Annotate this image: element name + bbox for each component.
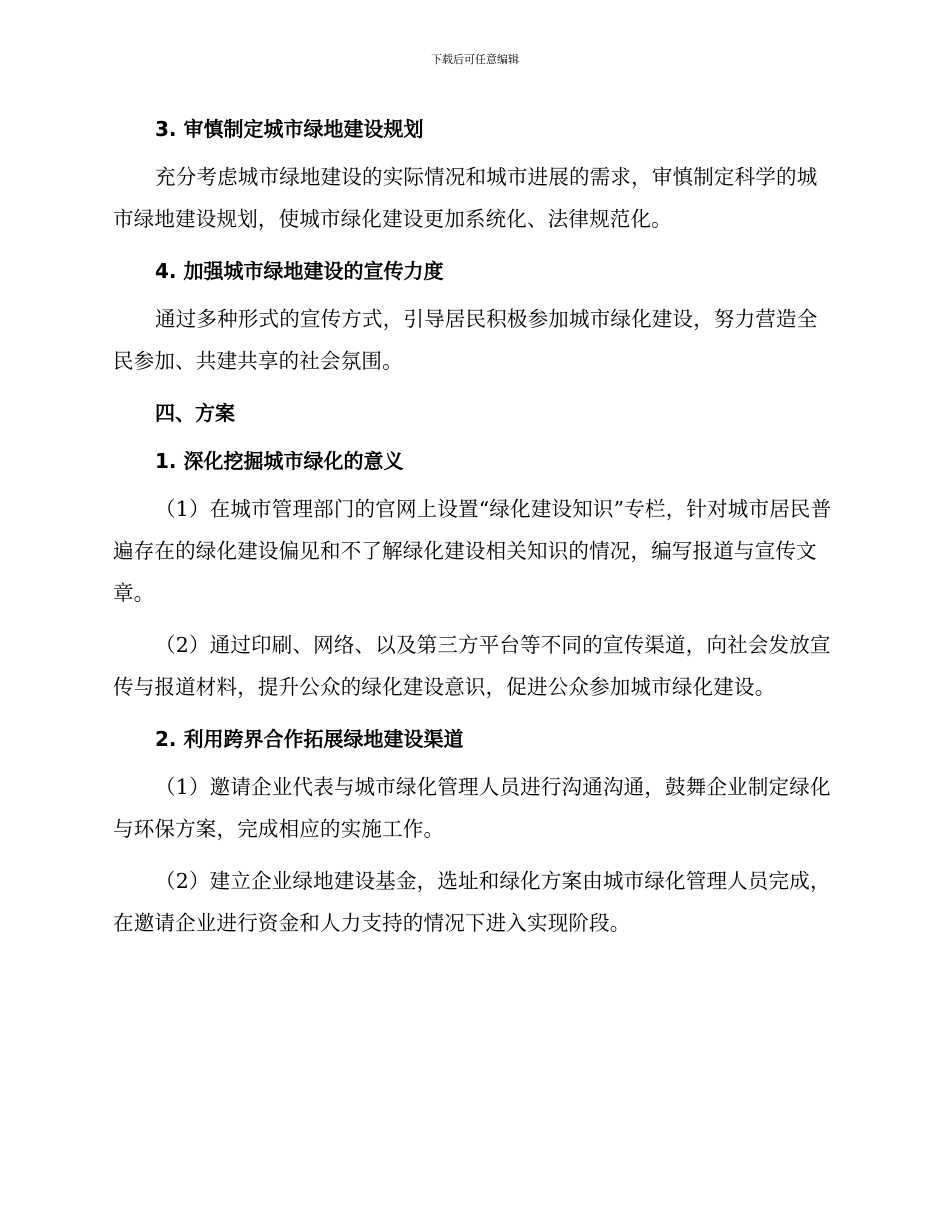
section-heading-3: 3. 审慎制定城市绿地建设规划 (155, 117, 424, 141)
paragraph-plan-2-1: （1）邀请企业代表与城市绿化管理人员进行沟通沟通，鼓舞企业制定绿化与环保方案，完成相应的实施工作。 (113, 775, 831, 841)
paragraph-3: 充分考虑城市绿地建设的实际情况和城市进展的需求，审慎制定科学的城市绿地建设规划，使城市绿化建设更加系统化、法律规范化。 (113, 165, 818, 231)
subsection-heading-1: 1. 深化挖掘城市绿化的意义 (155, 449, 404, 473)
subsection-heading-2: 2. 利用跨界合作拓展绿地建设渠道 (155, 727, 464, 751)
page-header: 下载后可任意编辑 (431, 53, 519, 66)
section-heading-plan: 四、方案 (155, 401, 235, 425)
section-heading-4: 4. 加强城市绿地建设的宣传力度 (155, 259, 444, 283)
document-body (113, 108, 833, 944)
paragraph-plan-1-2: （2）通过印刷、网络、以及第三方平台等不同的宣传渠道，向社会发放宣传与报道材料，提升公众的绿化建设意识，促进公众参加城市绿化建设。 (113, 633, 831, 699)
paragraph-4: 通过多种形式的宣传方式，引导居民积极参加城市绿化建设，努力营造全民参加、共建共享的社会氛围。 (113, 307, 818, 373)
paragraph-plan-2-2: （2）建立企业绿地建设基金，选址和绿化方案由城市绿化管理人员完成，在邀请企业进行资金和人力支持的情况下进入实现阶段。 (113, 869, 831, 935)
paragraph-plan-1-1: （1）在城市管理部门的官网上设置“绿化建设知识”专栏，针对城市居民普遍存在的绿化建设偏见和不了解绿化建设相关知识的情况，编写报道与宣传文章。 (113, 497, 832, 605)
